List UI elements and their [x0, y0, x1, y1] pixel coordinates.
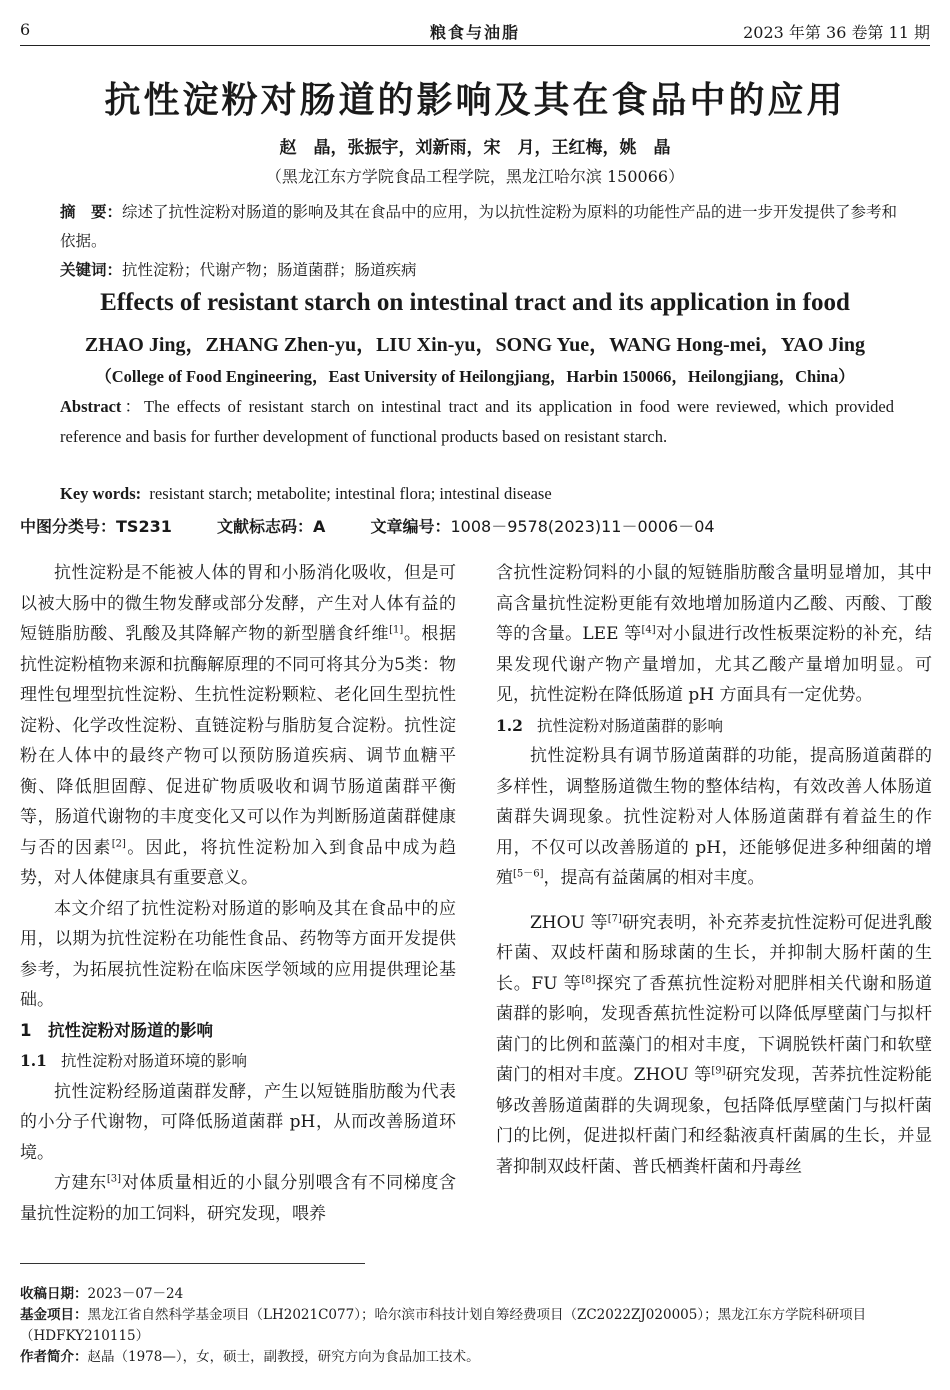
citation[interactable]: [1] [389, 624, 404, 636]
section-heading-1-2: 1.2 抗性淀粉对肠道菌群的影响 [496, 715, 723, 735]
abstract-cn-text: 综述了抗性淀粉对肠道的影响及其在食品中的应用，为以抗性淀粉为原料的功能性产品的进一步开发提供了参考和依据。 [60, 203, 898, 250]
paragraph: 本文介绍了抗性淀粉对肠道的影响及其在食品中的应用，以期为抗性淀粉在功能性食品、药物等方面开发提供参考，为拓展抗性淀粉在临床医学领域的应用提供理论基础。 [20, 898, 456, 1010]
keywords-en-text: resistant starch; metabolite; intestinal flora; intestinal disease [149, 484, 552, 503]
clc-label: 中图分类号： [20, 517, 117, 536]
abstract-en-text: ：The effects of resistant starch on intestinal tract and its application in food were reviewed, which provided reference and basis for further development of functional products based on resistant starch. [60, 397, 894, 446]
classification-line [20, 514, 930, 537]
received-date: 收稿日期：2023－07－24 [20, 1286, 184, 1302]
keywords-cn [60, 258, 417, 280]
affiliation-cn: （黑龙江东方学院食品工程学院，黑龙江哈尔滨 150066） [265, 167, 685, 186]
keywords-cn-text: 抗性淀粉；代谢产物；肠道菌群；肠道疾病 [122, 261, 417, 279]
citation[interactable]: [7] [607, 912, 622, 924]
running-header [20, 14, 930, 44]
paragraph: 抗性淀粉是不能被人体的胃和小肠消化吸收，但是可以被大肠中的微生物发酵或部分发酵，产生对人体有益的短链脂肪酸、乳酸及其降解产物的新型膳食纤维[1]。根据抗性淀粉植物来源和抗酶解原理的不同可将其分为5类：物理性包埋型抗性淀粉、生抗性淀粉颗粒、老化回生型抗性淀粉、化学改性淀粉、直链淀粉与脂肪复合淀粉。抗性淀粉在人体中的最终产物可以预防肠道疾病、调节血糖平衡、降低胆固醇、促进矿物质吸收和调节肠道菌群平衡等，肠道代谢物的丰度变化又可以作为判断肠道菌群健康与否的因素[2]。因此，将抗性淀粉加入到食品中成为趋势，对人体健康具有重要意义。 [20, 563, 457, 888]
abstract-cn-label: 摘 要： [60, 203, 123, 221]
authors-en: ZHAO Jing，ZHANG Zhen-yu，LIU Xin-yu，SONG Yue，WANG Hong-mei，YAO Jing [84, 334, 866, 356]
citation[interactable]: [9] [711, 1065, 726, 1077]
paragraph: 方建东[3]对体质量相近的小鼠分别喂含有不同梯度含量抗性淀粉的加工饲料，研究发现，喂养 [20, 1173, 457, 1224]
citation[interactable]: [3] [106, 1173, 122, 1185]
abstract-en [60, 392, 894, 452]
authors-cn: 赵 晶，张振宇，刘新雨，宋 月，王红梅，姚 晶 [279, 138, 671, 158]
abstract-cn [60, 198, 898, 256]
section-heading-1: 1 抗性淀粉对肠道的影响 [20, 1020, 213, 1040]
paragraph: ZHOU 等[7]研究表明，补充荞麦抗性淀粉可促进乳酸杆菌、双歧杆菌和肠球菌的生长，并抑制大肠杆菌的生长。FU 等[8]探究了香蕉抗性淀粉对肥胖相关代谢和肠道菌群的影响，发现香蕉抗性淀粉可以降低厚壁菌门与拟杆菌门的比例和蓝藻门的相对丰度，下调脱铁杆菌门和软壁菌门的相对丰度。ZHOU 等[9]研究发现，苦荞抗性淀粉能够改善肠道菌群的失调现象，包括降低厚壁菌门与拟杆菌门的比例，促进拟杆菌门和经黏液真杆菌属的生长，并显著抑制双歧杆菌、普氏栖粪杆菌和丹毒丝 [496, 912, 933, 1177]
paragraph: 抗性淀粉经肠道菌群发酵，产生以短链脂肪酸为代表的小分子代谢物，可降低肠道菌群 pH，从而改善肠道环境。 [20, 1081, 456, 1163]
keywords-en [60, 484, 552, 504]
paragraph: 含抗性淀粉饲料的小鼠的短链脂肪酸含量明显增加，其中高含量抗性淀粉更能有效地增加肠道内乙酸、丙酸、丁酸等的含量。LEE 等[4]对小鼠进行改性板栗淀粉的补充，结果发现代谢产物产量增加，尤其乙酸产量增加明显。可见，抗性淀粉在降低肠道 pH 方面具有一定优势。 [496, 563, 933, 705]
article-number-label: 文章编号： [370, 517, 451, 536]
clc-value: TS231 [116, 517, 172, 536]
citation[interactable]: [4] [641, 624, 656, 636]
title-cn: 抗性淀粉对肠道的影响及其在食品中的应用 [104, 80, 846, 121]
page-number: 6 [20, 20, 31, 39]
doc-code-value: A [312, 517, 326, 536]
body-column-right [496, 558, 932, 1182]
section-heading-1-1: 1.1 抗性淀粉对肠道环境的影响 [20, 1051, 247, 1070]
affiliation-en: （College of Food Engineering，East University of Heilongjiang，Harbin 150066，Heilongjiang，China） [95, 367, 855, 386]
author-bio: 作者简介：赵晶（1978—），女，硕士，副教授，研究方向为食品加工技术。 [20, 1349, 480, 1365]
title-en: Effects of resistant starch on intestinal tract and its application in food [100, 289, 850, 316]
citation[interactable]: [5－6] [513, 868, 544, 880]
body-column-left [20, 558, 456, 1229]
keywords-en-label: Key words: [60, 484, 142, 503]
fund-info: 基金项目：黑龙江省自然科学基金项目（LH2021C077）；哈尔滨市科技计划自筹经费项目（ZC2022ZJ020005）；黑龙江东方学院科研项目（HDFKY210115） [20, 1307, 867, 1344]
footnote-divider [20, 1263, 365, 1264]
article-number-value: 1008－9578(2023)11－0006－04 [450, 517, 715, 536]
issue-info: 2023 年第 36 卷第 11 期 [743, 23, 930, 42]
keywords-cn-label: 关键词： [60, 261, 123, 279]
journal-name: 粮食与油脂 [429, 23, 520, 42]
citation[interactable]: [2] [111, 837, 126, 849]
header-divider [20, 45, 930, 46]
citation[interactable]: [8] [581, 973, 596, 985]
doc-code-label: 文献标志码： [216, 517, 313, 536]
paragraph: 抗性淀粉具有调节肠道菌群的功能，提高肠道菌群的多样性，调整肠道微生物的整体结构，有效改善人体肠道菌群失调现象。抗性淀粉对人体肠道菌群有着益生的作用，不仅可以改善肠道的 pH，还能够促进多种细菌的增殖[5－6]，提高有益菌属的相对丰度。 [496, 746, 932, 888]
abstract-en-label: Abstract [60, 397, 122, 416]
footnotes [20, 1284, 932, 1368]
